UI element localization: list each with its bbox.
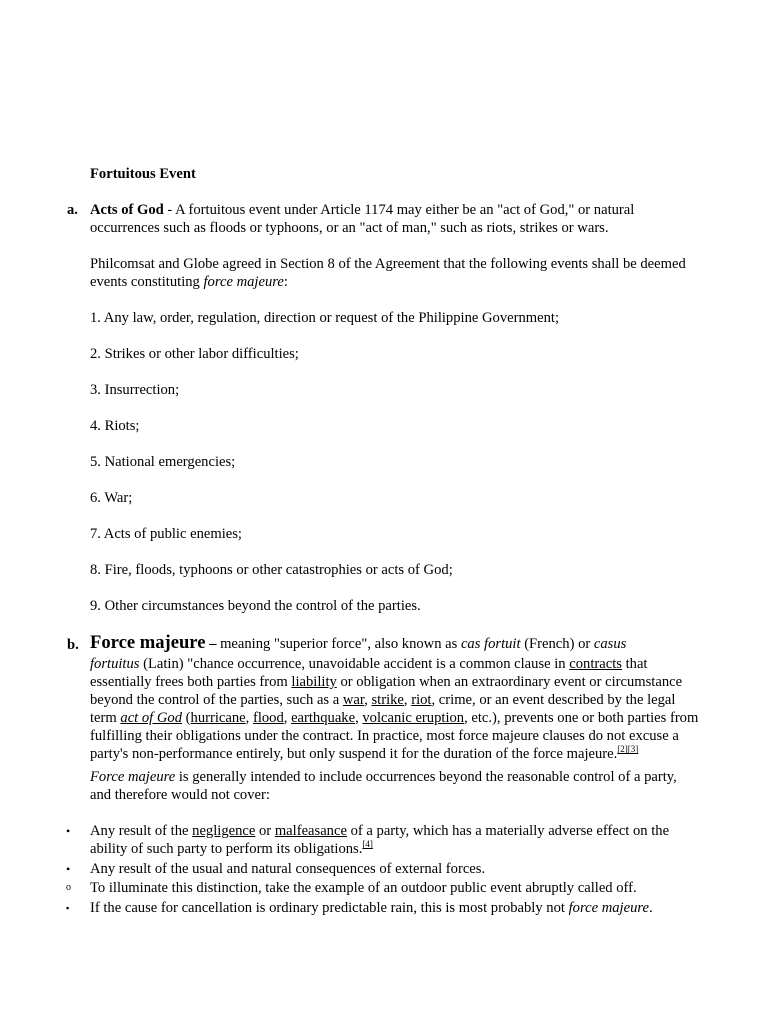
list-item: To illuminate this distinction, take the example of an outdoor public event abruptly called off. — [90, 880, 637, 896]
flood-link[interactable]: flood — [252, 710, 284, 726]
list-item: 9. Other circumstances beyond the control of the parties. — [90, 598, 421, 614]
circle-bullet-icon: o — [66, 882, 71, 893]
section-a-line-1: Acts of God - A fortuitous event under Article 1174 may either be an "act of God," or natural — [90, 202, 635, 218]
liability-link[interactable]: liability — [291, 674, 337, 690]
list-item: 8. Fire, floods, typhoons or other catastrophies or acts of God; — [90, 562, 453, 578]
document-title: Fortuitous Event — [90, 166, 196, 182]
contracts-link[interactable]: contracts — [569, 656, 622, 672]
list-item: 2. Strikes or other labor difficulties; — [90, 346, 299, 362]
square-bullet-icon: ▪ — [66, 903, 70, 913]
section-a-line-2: occurrences such as floods or typhoons, or an "act of man," such as riots, strikes or wars. — [90, 220, 609, 236]
list-item: 5. National emergencies; — [90, 454, 236, 470]
list-item: Any result of the negligence or malfeasance of a party, which has a materially adverse effect on the ability of such party to perform its obligations.[4] — [90, 823, 670, 857]
footnote-ref-2-3[interactable]: [2][3] — [617, 744, 639, 754]
list-item: 3. Insurrection; — [90, 382, 180, 398]
section-a-marker: a. — [67, 202, 78, 218]
section-b-line-1: Force majeure – meaning "superior force", also known as cas fortuit (French) or casus — [90, 632, 627, 653]
list-item: 1. Any law, order, regulation, direction or request of the Philippine Government; — [90, 310, 560, 326]
act-of-god-link[interactable]: act of God — [120, 710, 183, 726]
section-a-heading: Acts of God — [90, 202, 164, 218]
strike-link[interactable]: strike — [371, 692, 404, 708]
war-link[interactable]: war — [342, 692, 365, 708]
volcanic-eruption-link[interactable]: volcanic eruption — [362, 710, 465, 726]
bullet-icon: • — [66, 824, 71, 838]
list-item: 6. War; — [90, 490, 133, 506]
negligence-link[interactable]: negligence — [192, 823, 256, 839]
section-b-paragraph-2: Force majeure is generally intended to include occurrences beyond the reasonable control of a party, and therefore would not cover: — [90, 769, 677, 803]
riot-link[interactable]: riot — [411, 692, 432, 708]
list-item: Any result of the usual and natural consequences of external forces. — [90, 861, 486, 877]
footnote-ref-4[interactable]: [4] — [362, 839, 373, 849]
section-a-paragraph — [90, 201, 730, 237]
section-a-intro: Philcomsat and Globe agreed in Section 8 of the Agreement that the following events shall be deemed events constituting force majeure: — [90, 256, 686, 290]
list-item: 7. Acts of public enemies; — [90, 526, 242, 542]
bullet-icon: • — [66, 862, 71, 876]
section-b-heading: Force majeure — [90, 632, 206, 653]
earthquake-link[interactable]: earthquake — [291, 710, 356, 726]
malfeasance-link[interactable]: malfeasance — [274, 823, 347, 839]
hurricane-link[interactable]: hurricane — [190, 710, 246, 726]
list-item: If the cause for cancellation is ordinary predictable rain, this is most probably not force majeure. — [90, 900, 653, 916]
list-item: 4. Riots; — [90, 418, 140, 434]
section-b-marker: b. — [67, 637, 79, 653]
section-b-paragraph: Force majeure – meaning "superior force", also known as cas fortuit (French) or casus fortuitus (Latin) "chance occurrence, unavoidable accident is a common clause in contracts that essentially frees both parties from liability or obligation when an extraordinary event or circumstance beyond the control of the parties, such as a war, strike, riot, crime, or an event described by the legal term act of God (hurricane, flood, earthquake, volcanic eruption, etc.), prevents one or both parties from fulfilling their obligations under the contract. In practice, most force majeure clauses do not excuse a party's non-performance entirely, but only suspend it for the duration of the force majeure.[2][3] — [90, 632, 730, 763]
